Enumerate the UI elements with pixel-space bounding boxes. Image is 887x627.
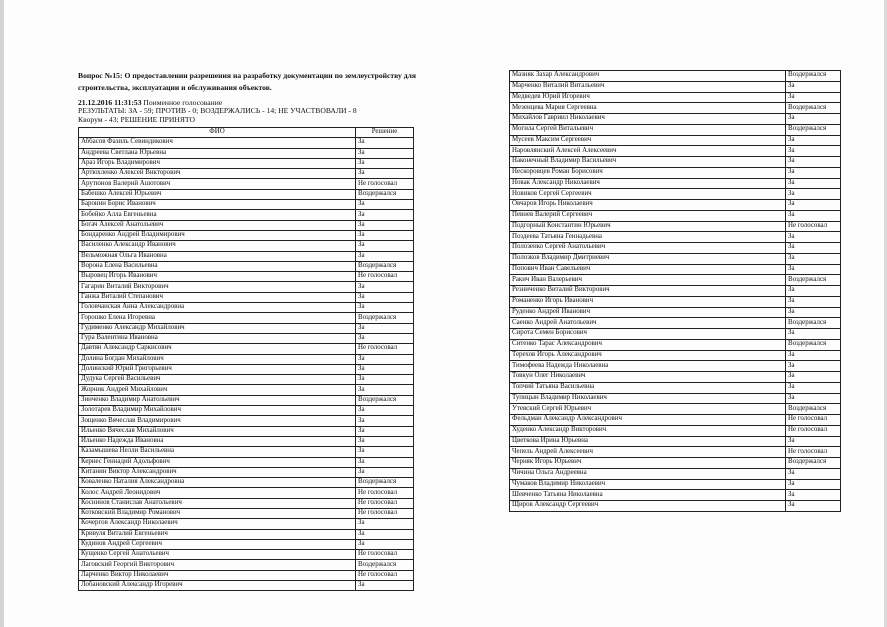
member-name: Тупицын Владимир Николаевич <box>510 393 786 404</box>
table-row <box>79 189 414 199</box>
member-name: Араз Игорь Владимирович <box>79 158 356 168</box>
member-name: Дудука Сергей Васильевич <box>79 375 356 385</box>
member-decision: За <box>786 146 841 157</box>
member-name: Кочергов Александр Николаевич <box>79 519 356 529</box>
vote-results: РЕЗУЛЬТАТЫ: ЗА - 59; ПРОТИВ - 0; ВОЗДЕРЖАЛИСЬ - 14; НЕ УЧАСТВОВАЛИ - 8 <box>78 106 357 116</box>
member-decision: Воздержался <box>356 395 414 405</box>
member-decision: За <box>356 138 414 148</box>
table-row <box>510 200 841 211</box>
table-row <box>79 488 414 498</box>
table-row <box>79 467 414 477</box>
member-name: Кудинов Андрей Сергеевич <box>79 539 356 549</box>
table-row <box>510 103 841 114</box>
table-row <box>79 313 414 323</box>
member-decision: За <box>786 114 841 125</box>
table-row <box>79 375 414 385</box>
member-name: Андреева Светлана Юрьевна <box>79 148 356 158</box>
member-name: Баронин Борис Иванович <box>79 200 356 210</box>
member-name: Кернес Геннадий Адольфович <box>79 457 356 467</box>
member-decision: За <box>356 241 414 251</box>
table-row <box>79 560 414 570</box>
member-name: Резниченко Виталий Викторович <box>510 286 786 297</box>
member-decision: За <box>786 393 841 404</box>
member-decision: За <box>786 501 841 512</box>
member-decision: За <box>786 232 841 243</box>
vote-table-left-body <box>79 138 414 591</box>
vote-table-right <box>509 70 841 512</box>
table-row <box>510 114 841 125</box>
table-row <box>510 458 841 469</box>
member-name: Попович Иван Савельевич <box>510 264 786 275</box>
member-decision: Не голосовал <box>356 344 414 354</box>
table-header-row <box>79 128 414 138</box>
member-name: Мезенцева Мария Сергеевна <box>510 103 786 114</box>
member-name: Медведев Юрий Игоревич <box>510 92 786 103</box>
member-decision: За <box>356 303 414 313</box>
member-name: Мусеев Максим Сергеевич <box>510 135 786 146</box>
scan-edge-left <box>0 0 4 627</box>
table-row <box>510 490 841 501</box>
member-name: Чичина Ольга Андреевна <box>510 468 786 479</box>
table-row <box>510 157 841 168</box>
table-row <box>79 292 414 302</box>
member-decision: Не голосовал <box>786 447 841 458</box>
member-name: Богач Алексей Анатольевич <box>79 220 356 230</box>
member-name: Худенко Александр Викторович <box>510 425 786 436</box>
member-decision: Воздержался <box>356 560 414 570</box>
member-decision: За <box>786 167 841 178</box>
member-decision: За <box>786 296 841 307</box>
table-row <box>510 436 841 447</box>
member-decision: За <box>786 243 841 254</box>
table-row <box>79 220 414 230</box>
member-decision: За <box>356 333 414 343</box>
table-row <box>510 372 841 383</box>
member-decision: За <box>356 200 414 210</box>
table-row <box>79 282 414 292</box>
member-decision: За <box>786 264 841 275</box>
table-row <box>79 354 414 364</box>
member-name: Овчаров Игорь Николаевич <box>510 200 786 211</box>
member-name: Наконечный Владимир Васильевич <box>510 157 786 168</box>
member-decision: За <box>356 230 414 240</box>
member-decision: За <box>356 539 414 549</box>
header-decision: Решение <box>356 128 414 138</box>
table-row <box>79 303 414 313</box>
member-decision: Не голосовал <box>356 508 414 518</box>
table-row <box>510 124 841 135</box>
member-name: Василенко Александр Иванович <box>79 241 356 251</box>
member-decision: Воздержался <box>786 124 841 135</box>
member-name: Певнев Валерий Сергеевич <box>510 210 786 221</box>
table-row <box>79 241 414 251</box>
member-name: Щиров Александр Сергеевич <box>510 501 786 512</box>
table-row <box>79 519 414 529</box>
member-decision: За <box>786 479 841 490</box>
member-decision: За <box>356 158 414 168</box>
table-row <box>510 275 841 286</box>
member-decision: За <box>356 447 414 457</box>
vote-table-left <box>78 127 414 591</box>
table-row <box>79 395 414 405</box>
member-decision: За <box>786 468 841 479</box>
table-row <box>79 200 414 210</box>
table-row <box>510 296 841 307</box>
table-row <box>79 261 414 271</box>
vote-table-right-body <box>510 71 841 512</box>
member-name: Ситенко Тарас Александрович <box>510 339 786 350</box>
member-decision: Воздержался <box>356 261 414 271</box>
member-name: Вельможная Ольга Ивановна <box>79 251 356 261</box>
member-name: Михайлов Гавриил Николаевич <box>510 114 786 125</box>
member-name: Лаговский Георгий Викторович <box>79 560 356 570</box>
table-row <box>510 71 841 82</box>
member-decision: За <box>356 354 414 364</box>
member-decision: За <box>786 350 841 361</box>
member-name: Товкун Олег Николаевич <box>510 372 786 383</box>
table-row <box>510 135 841 146</box>
table-row <box>79 251 414 261</box>
vote-meta <box>78 99 418 124</box>
table-row <box>79 478 414 488</box>
table-row <box>510 479 841 490</box>
member-name: Ворона Елена Васильевна <box>79 261 356 271</box>
member-decision: Воздержался <box>786 339 841 350</box>
vote-quorum: Кворум - 43; РЕШЕНИЕ ПРИНЯТО <box>78 114 195 124</box>
member-decision: Воздержался <box>786 103 841 114</box>
member-decision: Воздержался <box>786 71 841 82</box>
member-name: Бабешко Алексей Юрьевич <box>79 189 356 199</box>
table-row <box>79 210 414 220</box>
member-name: Марченко Виталий Витальевич <box>510 81 786 92</box>
member-decision: За <box>786 81 841 92</box>
member-decision: За <box>356 519 414 529</box>
table-row <box>510 425 841 436</box>
member-decision: За <box>786 189 841 200</box>
member-decision: За <box>786 361 841 372</box>
table-row <box>79 333 414 343</box>
table-row <box>79 447 414 457</box>
member-name: Горошко Елена Игоревна <box>79 313 356 323</box>
header-name: ФИО <box>79 128 356 138</box>
table-row <box>79 344 414 354</box>
member-decision: За <box>786 178 841 189</box>
member-decision: Не голосовал <box>356 570 414 580</box>
member-name: Нескоровцев Роман Борисович <box>510 167 786 178</box>
member-name: Гудименко Александр Михайлович <box>79 323 356 333</box>
member-name: Топчий Татьяна Васильевна <box>510 382 786 393</box>
table-row <box>79 272 414 282</box>
member-decision: Не голосовал <box>356 179 414 189</box>
table-row <box>510 307 841 318</box>
table-row <box>510 468 841 479</box>
table-row <box>79 416 414 426</box>
member-decision: Не голосовал <box>786 415 841 426</box>
table-row <box>79 539 414 549</box>
table-row <box>79 550 414 560</box>
table-row <box>510 253 841 264</box>
member-decision: За <box>356 364 414 374</box>
member-decision: За <box>356 148 414 158</box>
table-row <box>79 138 414 148</box>
member-name: Лобановский Александр Игоревич <box>79 581 356 591</box>
table-row <box>79 158 414 168</box>
member-name: Мазняк Захар Александрович <box>510 71 786 82</box>
member-decision: За <box>356 457 414 467</box>
member-name: Колос Андрей Леонидович <box>79 488 356 498</box>
member-name: Руденко Андрей Иванович <box>510 307 786 318</box>
member-decision: За <box>356 581 414 591</box>
table-row <box>510 393 841 404</box>
member-name: Тимофеева Надежда Николаевна <box>510 361 786 372</box>
vote-type: Поименное голосование <box>141 98 223 107</box>
member-decision: Не голосовал <box>356 498 414 508</box>
member-decision: Не голосовал <box>786 221 841 232</box>
member-name: Терехов Игорь Александрович <box>510 350 786 361</box>
member-name: Романенко Игорь Иванович <box>510 296 786 307</box>
member-decision: За <box>786 372 841 383</box>
table-row <box>79 169 414 179</box>
table-row <box>79 581 414 591</box>
member-name: Полозенко Сергей Анатольевич <box>510 243 786 254</box>
table-row <box>79 436 414 446</box>
member-name: Долинский Юрий Григорьевич <box>79 364 356 374</box>
table-row <box>79 457 414 467</box>
table-row <box>510 404 841 415</box>
table-row <box>510 447 841 458</box>
member-name: Золотарев Владимир Михайлович <box>79 406 356 416</box>
table-row <box>79 230 414 240</box>
table-row <box>510 243 841 254</box>
table-row <box>510 318 841 329</box>
member-name: Чепель Андрей Алексеевич <box>510 447 786 458</box>
member-name: Подгорный Константин Юрьевич <box>510 221 786 232</box>
member-decision: Не голосовал <box>356 272 414 282</box>
table-row <box>79 364 414 374</box>
member-decision: Воздержался <box>356 478 414 488</box>
table-row <box>510 329 841 340</box>
table-row <box>510 361 841 372</box>
member-name: Гагарин Виталий Викторович <box>79 282 356 292</box>
member-decision: За <box>786 286 841 297</box>
member-decision: За <box>356 467 414 477</box>
table-row <box>510 167 841 178</box>
member-name: Ильенко Надежда Ивановна <box>79 436 356 446</box>
member-decision: За <box>786 157 841 168</box>
member-name: Аббасов Фазиль Севиндикович <box>79 138 356 148</box>
member-name: Полозков Владимир Дмитриевич <box>510 253 786 264</box>
member-name: Артюхленко Алексей Викторович <box>79 169 356 179</box>
member-decision: Воздержался <box>356 189 414 199</box>
table-row <box>510 415 841 426</box>
member-decision: За <box>356 416 414 426</box>
member-decision: За <box>786 135 841 146</box>
member-name: Сирота Семен Борисович <box>510 329 786 340</box>
member-decision: Воздержался <box>786 275 841 286</box>
member-name: Коснинов Станислав Анатольевич <box>79 498 356 508</box>
member-name: Кущенко Сергей Анатольевич <box>79 550 356 560</box>
member-decision: За <box>356 375 414 385</box>
table-row <box>79 570 414 580</box>
member-decision: За <box>356 210 414 220</box>
member-name: Чумаков Владимир Николаевич <box>510 479 786 490</box>
member-decision: За <box>356 385 414 395</box>
member-decision: За <box>356 323 414 333</box>
member-name: Ракич Иван Валерьевич <box>510 275 786 286</box>
member-decision: Воздержался <box>786 458 841 469</box>
member-decision: За <box>786 210 841 221</box>
member-name: Зощенко Вячеслав Владимирович <box>79 416 356 426</box>
member-name: Зинченко Владимир Анатольевич <box>79 395 356 405</box>
member-name: Жорник Андрей Михайлович <box>79 385 356 395</box>
table-row <box>79 179 414 189</box>
table-row <box>510 501 841 512</box>
member-decision: За <box>786 329 841 340</box>
table-row <box>510 92 841 103</box>
member-name: Ильенко Вячеслав Михайлович <box>79 426 356 436</box>
member-name: Цветкова Ирина Юрьевна <box>510 436 786 447</box>
member-name: Поздеева Татьяна Геннадьевна <box>510 232 786 243</box>
member-decision: Воздержался <box>356 313 414 323</box>
member-name: Котковский Владимир Романович <box>79 508 356 518</box>
table-row <box>79 406 414 416</box>
table-row <box>510 264 841 275</box>
table-row <box>510 81 841 92</box>
member-name: Арутюнов Валерий Ашотович <box>79 179 356 189</box>
member-name: Ларченко Виктор Николаевич <box>79 570 356 580</box>
member-decision: За <box>356 251 414 261</box>
member-decision: Не голосовал <box>786 425 841 436</box>
table-row <box>510 232 841 243</box>
member-decision: За <box>786 436 841 447</box>
member-decision: За <box>786 200 841 211</box>
member-decision: За <box>786 92 841 103</box>
member-name: Ганжа Виталий Степанович <box>79 292 356 302</box>
member-name: Могила Сергей Витальевич <box>510 124 786 135</box>
member-name: Фельдман Александр Александрович <box>510 415 786 426</box>
table-row <box>510 146 841 157</box>
question-heading: Вопрос №15: О предоставлении разрешения на разработку документации по землеустройству для строительства, эксплуатации и обслуживания объектов. <box>78 71 416 92</box>
member-decision: Воздержался <box>786 404 841 415</box>
member-decision: За <box>356 426 414 436</box>
member-decision: Не голосовал <box>356 550 414 560</box>
member-name: Долина Богдан Михайлович <box>79 354 356 364</box>
member-name: Утевский Сергей Юрьевич <box>510 404 786 415</box>
table-row <box>510 210 841 221</box>
member-name: Бобейко Алла Евгеньевна <box>79 210 356 220</box>
member-name: Коваленко Наталия Александровна <box>79 478 356 488</box>
table-row <box>510 350 841 361</box>
member-decision: За <box>786 490 841 501</box>
member-decision: За <box>356 169 414 179</box>
member-name: Казамышева Нелли Васильевна <box>79 447 356 457</box>
member-name: Китанин Виктор Александрович <box>79 467 356 477</box>
member-decision: За <box>786 382 841 393</box>
member-name: Новиков Сергей Сергеевич <box>510 189 786 200</box>
member-name: Давтян Александр Саркисович <box>79 344 356 354</box>
member-name: Черняк Игорь Юрьевич <box>510 458 786 469</box>
table-row <box>79 508 414 518</box>
table-row <box>510 178 841 189</box>
table-row <box>510 286 841 297</box>
table-row <box>510 339 841 350</box>
member-name: Бондаренко Андрей Владимирович <box>79 230 356 240</box>
table-row <box>79 529 414 539</box>
member-decision: За <box>356 292 414 302</box>
member-decision: За <box>356 220 414 230</box>
member-name: Кривуля Виталий Евгеньевич <box>79 529 356 539</box>
member-name: Гура Валентина Ивановна <box>79 333 356 343</box>
member-name: Выровец Игорь Иванович <box>79 272 356 282</box>
table-row <box>510 382 841 393</box>
member-decision: За <box>786 307 841 318</box>
member-decision: Не голосовал <box>356 488 414 498</box>
vote-datetime: 21.12.2016 11:31:53 <box>78 98 142 107</box>
member-decision: За <box>786 253 841 264</box>
table-row <box>79 148 414 158</box>
table-row <box>510 189 841 200</box>
member-name: Шевченко Татьяна Николаевна <box>510 490 786 501</box>
member-decision: За <box>356 406 414 416</box>
member-decision: За <box>356 436 414 446</box>
member-name: Саенко Андрей Анатольевич <box>510 318 786 329</box>
member-decision: За <box>356 529 414 539</box>
member-decision: За <box>356 282 414 292</box>
table-row <box>79 385 414 395</box>
member-decision: Воздержался <box>786 318 841 329</box>
member-name: Новак Александр Николаевич <box>510 178 786 189</box>
table-row <box>510 221 841 232</box>
table-row <box>79 426 414 436</box>
member-name: Головчанская Анна Александровна <box>79 303 356 313</box>
table-row <box>79 498 414 508</box>
table-row <box>79 323 414 333</box>
member-name: Наровлянский Алексей Алексеевич <box>510 146 786 157</box>
